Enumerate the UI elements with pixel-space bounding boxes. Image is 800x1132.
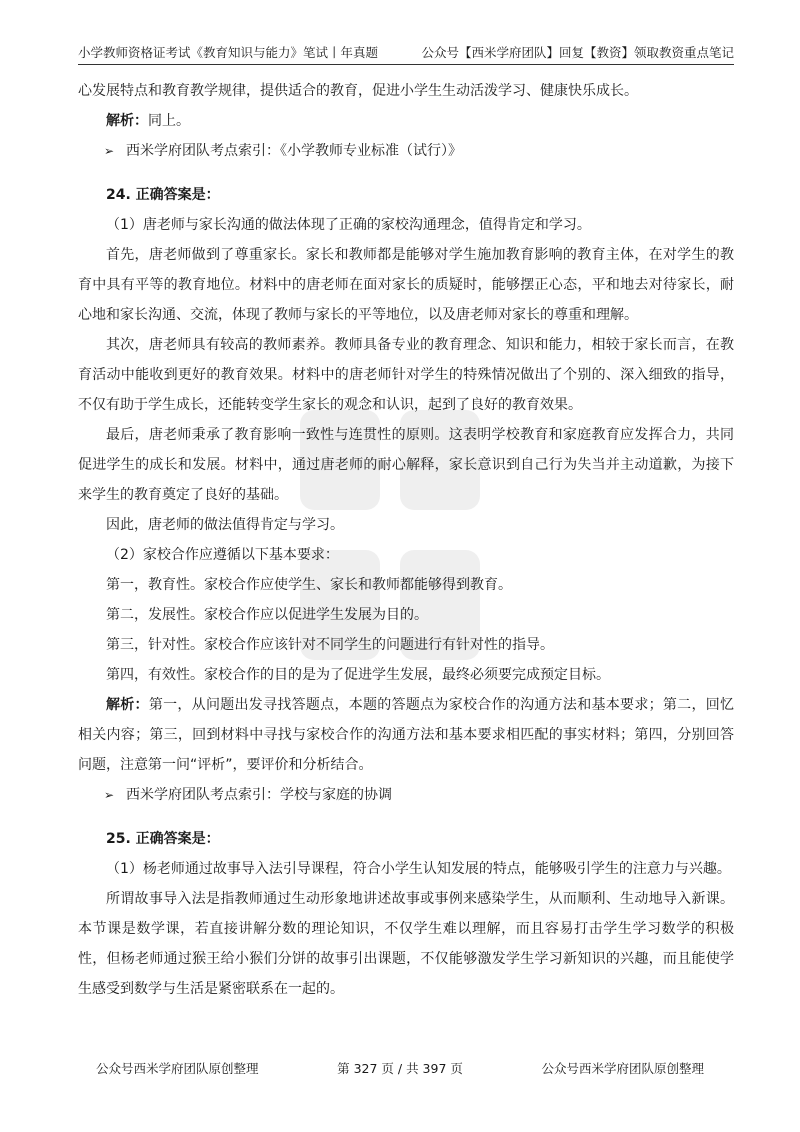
q25-paragraph: 所谓故事导入法是指教师通过生动形象地讲述故事或事例来感染学生，从而顺利、生动地导入新课。本节课是数学课，若直接讲解分数的理论知识，不仅学生难以理解，而且容易打击学生学习数学的积极性，但杨老师通过猴王给小猴们分饼的故事引出课题，不仅能够激发学生学习新知识的兴趣，而且能使学生感受到数学与生活是紧密联系在一起的。 — [78, 891, 734, 997]
footer-left-text: 公众号西米学府团队原创整理 — [96, 1061, 259, 1076]
index-text: 西米学府团队考点索引：学校与家庭的协调 — [126, 787, 392, 803]
q24-paragraph: 首先，唐老师做到了尊重家长。家长和教师都是能够对学生施加教育影响的教育主体，在对学生的教育中具有平等的教育地位。材料中的唐老师在面对家长的质疑时，能够摆正心态，平和地去对待家长，耐心地和家长沟通、交流，体现了教师与家长的平等地位，以及唐老师对家长的尊重和理解。 — [78, 247, 734, 323]
q24-paragraph: （2）家校合作应遵循以下基本要求： — [106, 547, 339, 563]
analysis-label: 解析： — [106, 697, 149, 713]
analysis-1 — [78, 106, 734, 136]
q24-paragraph: 第一，教育性。家校合作应使学生、家长和教师都能够得到教育。 — [106, 577, 512, 593]
index-line-1 — [78, 136, 734, 166]
q24-paragraph: 其次，唐老师具有较高的教师素养。教师具备专业的教育理念、知识和能力，相较于家长而言，在教育活动中能收到更好的教育效果。材料中的唐老师针对学生的特殊情况做出了个别的、深入细致的指导，不仅有助于学生成长，还能转变学生家长的观念和认识，起到了良好的教育效果。 — [78, 337, 734, 413]
analysis-text: 第一，从问题出发寻找答题点，本题的答题点为家校合作的沟通方法和基本要求；第二，回忆相关内容；第三，回到材料中寻找与家校合作的沟通方法和基本要求相匹配的事实材料；第四，分别回答问题，注意第一问“评析”，要评价和分析结合。 — [78, 697, 735, 773]
q24-paragraph: 第四，有效性。家校合作的目的是为了促进学生发展，最终必须要完成预定目标。 — [106, 667, 610, 683]
q24-paragraph: 因此，唐老师的做法值得肯定与学习。 — [106, 517, 344, 533]
page-number: 第 327 页 / 共 397 页 — [337, 1061, 463, 1076]
page-footer — [0, 1059, 800, 1079]
arrow-bullet-icon: ➢ — [104, 144, 115, 158]
page-header — [78, 40, 734, 65]
analysis-label: 解析： — [106, 113, 148, 129]
q24-paragraph: 第二，发展性。家校合作应以促进学生发展为目的。 — [106, 607, 428, 623]
footer-right-text: 公众号西米学府团队原创整理 — [541, 1061, 704, 1076]
intro-line: 心发展特点和教育教学规律，提供适合的教育，促进小学生生动活泼学习、健康快乐成长。 — [78, 83, 638, 99]
arrow-bullet-icon: ➢ — [104, 788, 115, 802]
q24-paragraph: 最后，唐老师秉承了教育影响一致性与连贯性的原则。这表明学校教育和家庭教育应发挥合力，共同促进学生的成长和发展。材料中，通过唐老师的耐心解释，家长意识到自己行为失当并主动道歉，为接下来学生的教育奠定了良好的基础。 — [78, 427, 734, 503]
q24-analysis — [78, 690, 734, 780]
header-right-text: 公众号【西米学府团队】回复【教资】领取教资重点笔记 — [421, 45, 734, 60]
q24-paragraph: （1）唐老师与家长沟通的做法体现了正确的家校沟通理念，值得肯定和学习。 — [106, 217, 591, 233]
index-line-2 — [78, 780, 734, 810]
q24-heading: 24. 正确答案是： — [106, 187, 220, 203]
q25-heading: 25. 正确答案是： — [106, 831, 220, 847]
header-left-text: 小学教师资格证考试《教育知识与能力》笔试丨年真题 — [78, 45, 379, 60]
q25-paragraph: （1）杨老师通过故事导入法引导课程，符合小学生认知发展的特点，能够吸引学生的注意力与兴趣。 — [106, 861, 731, 877]
page-content — [78, 76, 734, 1004]
q24-paragraph: 第三，针对性。家校合作应该针对不同学生的问题进行有针对性的指导。 — [106, 637, 554, 653]
index-text: 西米学府团队考点索引：《小学教师专业标准（试行）》 — [126, 143, 462, 159]
analysis-text: 同上。 — [148, 113, 190, 129]
